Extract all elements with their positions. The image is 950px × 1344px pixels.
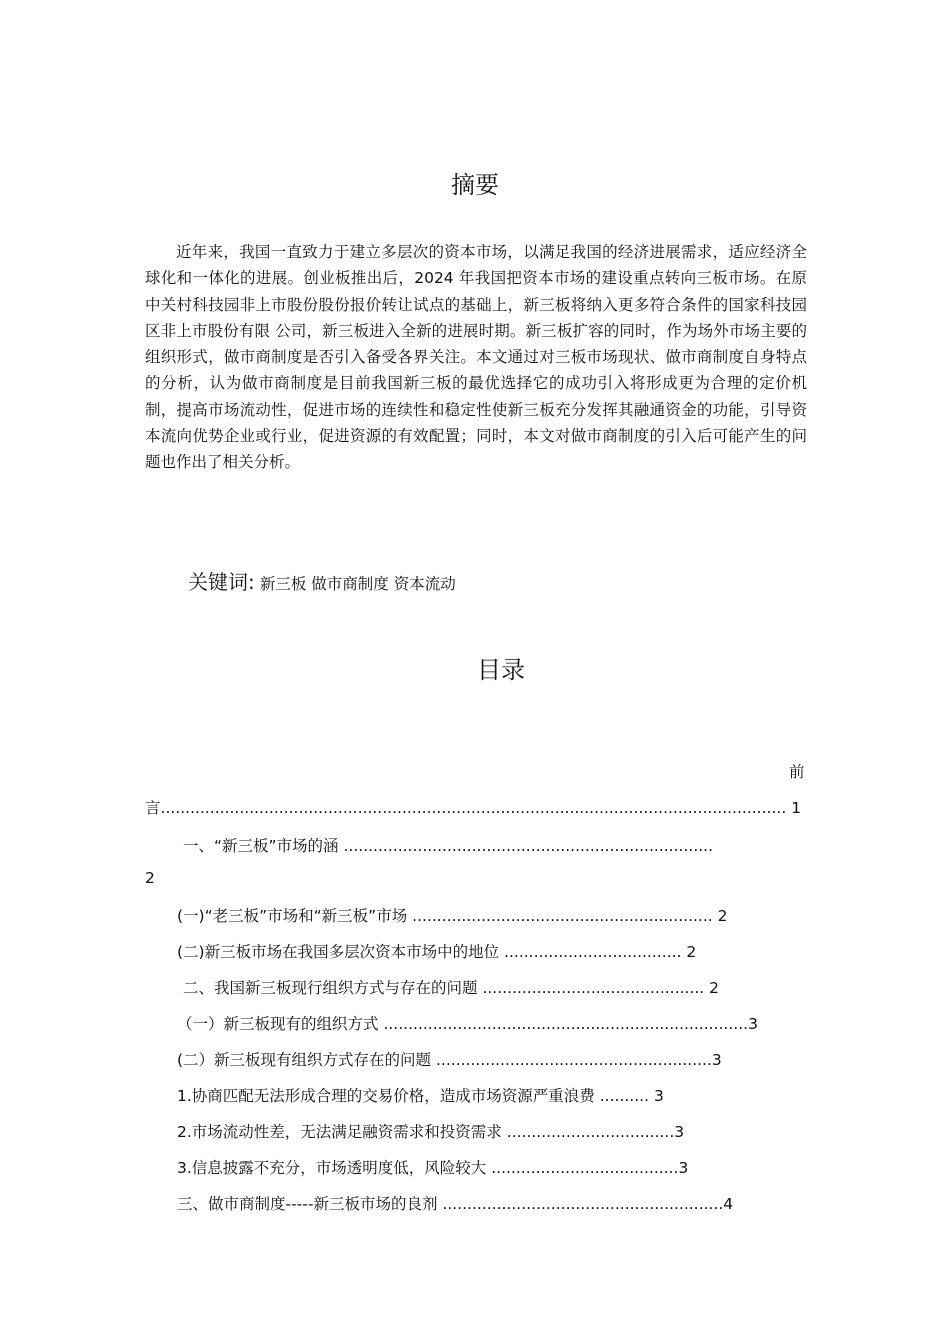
toc-leader-dots: .................................. xyxy=(506,1123,675,1141)
toc-entry-page: 4 xyxy=(723,1195,734,1213)
toc-leader-dots: .................................... xyxy=(504,943,682,961)
toc-leader-dots: ........................................................................... xyxy=(343,837,714,855)
toc-title: 目录 xyxy=(477,656,525,684)
toc-entry-4[interactable] xyxy=(183,976,719,998)
toc-entry-page: 2 xyxy=(717,907,728,925)
toc-entry-page: 3 xyxy=(748,1015,758,1033)
toc-entry-10[interactable] xyxy=(177,1192,733,1214)
toc-entry-page: 3 xyxy=(711,1051,722,1069)
toc-entry-8[interactable] xyxy=(177,1120,684,1142)
toc-entry-label: (二）新三板现有组织方式存在的问题 xyxy=(177,1051,432,1069)
toc-leader-dots: ............................................. xyxy=(482,979,705,997)
toc-entry-page: 2 xyxy=(145,869,155,887)
keywords-label: 关键词: xyxy=(188,570,255,594)
toc-leader-dots: .......... xyxy=(599,1087,650,1105)
toc-leader-dots: ............................................................................................................................... xyxy=(160,799,787,817)
toc-entry-page: 3 xyxy=(653,1087,664,1105)
toc-entry-3[interactable] xyxy=(177,940,696,962)
toc-entry-page: 2 xyxy=(686,943,697,961)
toc-entry-9[interactable] xyxy=(177,1156,688,1178)
toc-entry-5[interactable] xyxy=(177,1012,758,1034)
toc-entry-page: 2 xyxy=(709,979,719,997)
toc-leader-dots: ...................................... xyxy=(491,1159,679,1177)
toc-entry-2[interactable] xyxy=(177,904,728,926)
toc-entry-label: 2.市场流动性差，无法满足融资需求和投资需求 xyxy=(177,1123,502,1141)
toc-entry-label: 二、我国新三板现行组织方式与存在的问题 xyxy=(183,979,478,997)
toc-leader-dots: ........................................................ xyxy=(436,1051,712,1069)
toc-entry-page: 3 xyxy=(678,1159,689,1177)
toc-entry-preface[interactable] xyxy=(145,796,801,818)
keywords-value: 新三板 做市商制度 资本流动 xyxy=(259,575,456,593)
abstract-body: 近年来，我国一直致力于建立多层次的资本市场，以满足我国的经济进展需求，适应经济全球化和一体化的进展。创业板推出后，2024 年我国把资本市场的建设重点转向三板市场。在原中关村科技园非上市股份股份报价转让试点的基础上，新三板将纳入更多符合条件的国家科技园区非上市股份有限 公司，新三板进入全新的进展时期。新三板扩容的同时，作为场外市场主要的组织形式，做市商制度是否引入备受各界关注。本文通过对三板市场现状、做市商制度自身特点的分析，认为做市商制度是目前我国新三板的最优选择它的成功引入将形成更为合理的定价机制，提高市场流动性，促进市场的连续性和稳定性使新三板充分发挥其融通资金的功能，引导资本流向优势企业或行业，促进资源的有效配置；同时，本文对做市商制度的引入后可能产生的问题也作出了相关分析。 xyxy=(145,243,807,472)
keywords-line xyxy=(188,566,456,595)
toc-entry-label: (二)新三板市场在我国多层次资本市场中的地位 xyxy=(177,943,500,961)
toc-entry-label: 3.信息披露不充分，市场透明度低，风险较大 xyxy=(177,1159,487,1177)
toc-entry-label: 三、做市商制度-----新三板市场的良剂 xyxy=(177,1195,438,1213)
toc-leader-dots: ............................................................. xyxy=(412,907,713,925)
toc-leader-dots: ......................................................... xyxy=(442,1195,724,1213)
toc-entry-7[interactable] xyxy=(177,1084,664,1106)
toc-entry-page: 1 xyxy=(791,799,802,817)
toc-entry-label-tail: 言 xyxy=(145,799,161,817)
abstract-title: 摘要 xyxy=(451,171,499,199)
toc-entry-1[interactable] xyxy=(183,834,713,856)
toc-entry-label: 一、“新三板”市场的涵 xyxy=(183,837,339,855)
toc-entry-page: 3 xyxy=(674,1123,685,1141)
toc-entry-label: 1.协商匹配无法形成合理的交易价格，造成市场资源严重浪费 xyxy=(177,1087,595,1105)
toc-entry-label: （一）新三板现有的组织方式 xyxy=(177,1015,379,1033)
toc-entry-preface-first-char[interactable]: 前 xyxy=(789,763,805,781)
toc-entry-6[interactable] xyxy=(177,1048,722,1070)
toc-leader-dots: .......................................................................... xyxy=(383,1015,749,1033)
toc-entry-label: (一)“老三板”市场和“新三板”市场 xyxy=(177,907,408,925)
